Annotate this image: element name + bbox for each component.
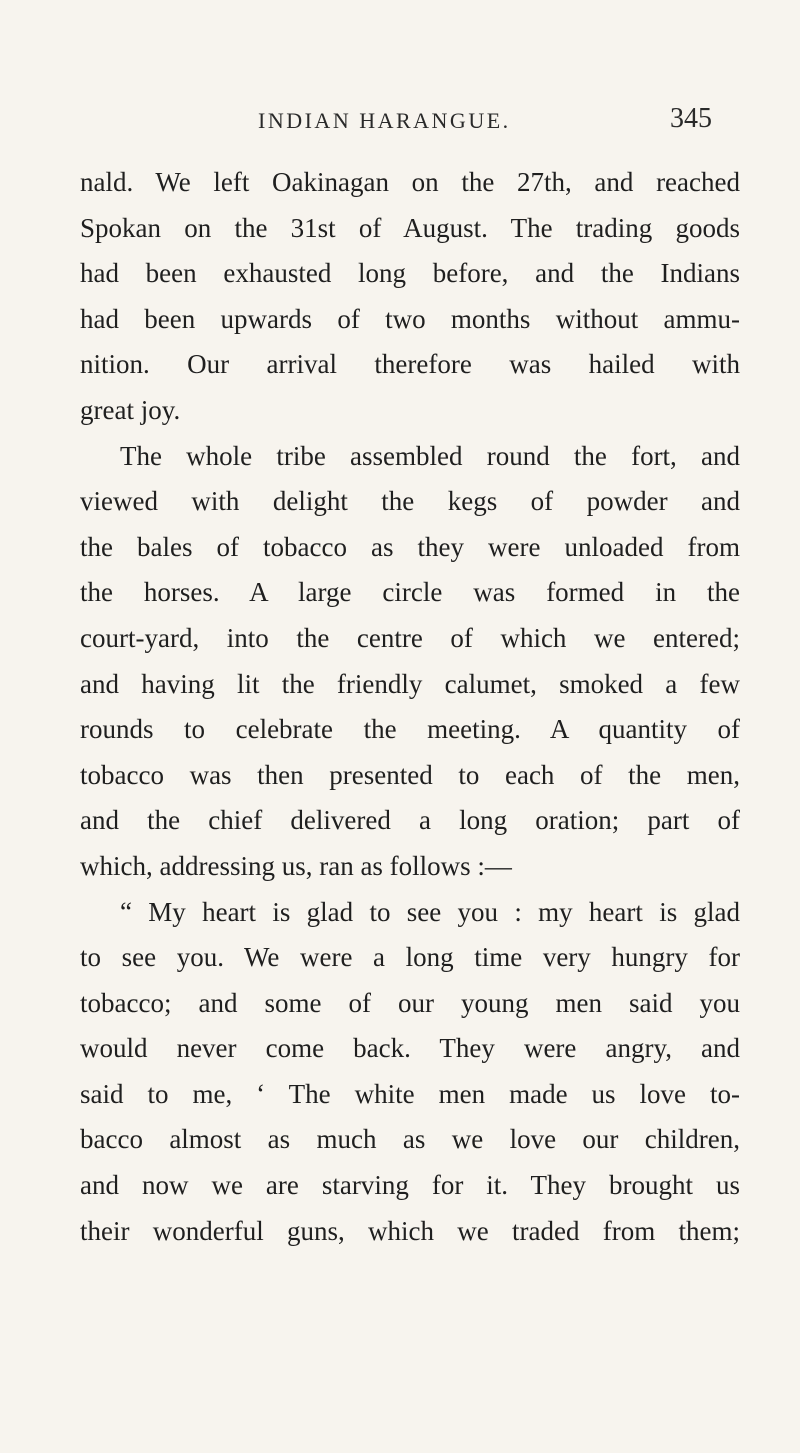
text-line: tobacco; and some of our young men said you (80, 987, 740, 1018)
text-line: bacco almost as much as we love our children, (80, 1124, 740, 1155)
text-line: The whole tribe assembled round the fort, and (120, 440, 740, 471)
text-line: nald. We left Oakinagan on the 27th, and reached (80, 167, 740, 197)
text-line: their wonderful guns, which we traded from them; (80, 1215, 740, 1246)
text-line: to see you. We were a long time very hungry for (80, 942, 740, 973)
text-line: tobacco was then presented to each of the men, (80, 759, 740, 790)
text-line: which, addressing us, ran as follows :— (80, 850, 512, 881)
text-line: viewed with delight the kegs of powder and (80, 486, 740, 517)
text-line: nition. Our arrival therefore was hailed with (80, 349, 740, 380)
text-line: would never come back. They were angry, and (80, 1033, 740, 1064)
body-text (80, 160, 740, 1254)
text-line: and now we are starving for it. They brought us (80, 1170, 740, 1201)
page-number: 345 (670, 103, 712, 134)
text-line: rounds to celebrate the meeting. A quantity of (80, 714, 740, 745)
text-line: and the chief delivered a long oration; part of (80, 805, 740, 836)
text-line: and having lit the friendly calumet, smoked a few (80, 668, 740, 699)
text-line: court-yard, into the centre of which we entered; (80, 622, 740, 653)
text-line: the bales of tobacco as they were unloaded from (80, 531, 740, 562)
text-line: had been exhausted long before, and the Indians (80, 258, 740, 289)
text-line: said to me, ‘ The white men made us love to- (80, 1078, 740, 1109)
text-line: had been upwards of two months without ammu- (80, 303, 740, 334)
text-line: the horses. A large circle was formed in the (80, 577, 740, 608)
text-line: great joy. (80, 394, 181, 425)
running-head: INDIAN HARANGUE. (258, 108, 511, 133)
text-line: “ My heart is glad to see you : my heart is glad (120, 896, 740, 927)
text-line: Spokan on the 31st of August. The trading goods (80, 212, 740, 243)
